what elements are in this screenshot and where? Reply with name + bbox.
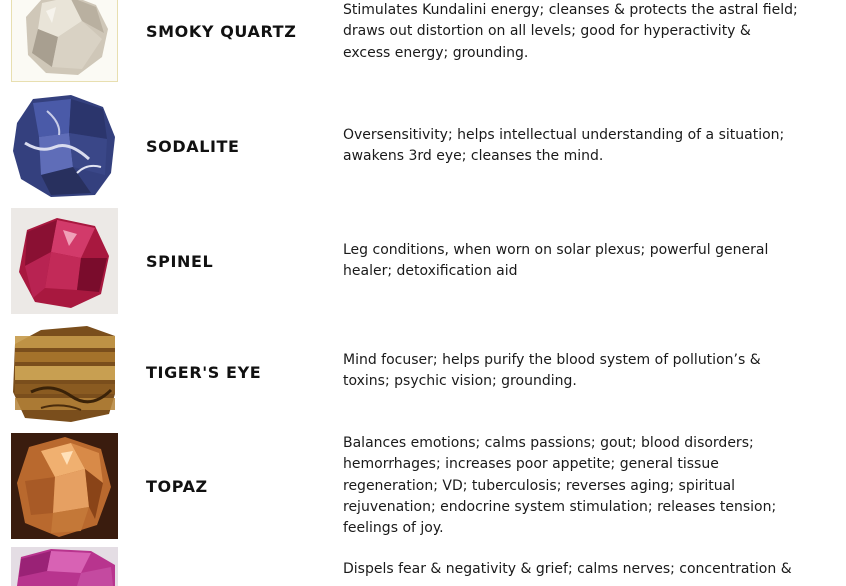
stone-description: [343, 125, 813, 168]
description-line: Dispels fear & negativity & grief; calms nerves; concentration &: [343, 561, 792, 577]
description-line: Balances emotions; calms passions; gout; blood disorders;: [343, 435, 754, 451]
stone-description: [343, 0, 813, 64]
stone-name: SMOKY QUARTZ: [146, 22, 297, 41]
description-line: healer; detoxification aid: [343, 263, 518, 280]
description-line: excess energy; grounding.: [343, 44, 529, 61]
spinel-image: [11, 208, 118, 314]
description-line: feelings of joy.: [343, 520, 444, 537]
description-line: Stimulates Kundalini energy; cleanses & protects the astral field;: [343, 2, 798, 18]
stone-description: [343, 350, 813, 393]
description-line: rejuvenation; endocrine system stimulation; releases tension;: [343, 498, 777, 515]
sodalite-image: [11, 93, 118, 199]
stone-description: [343, 433, 813, 539]
stone-name: TIGER'S EYE: [146, 363, 262, 382]
description-line: draws out distortion on all levels; good for hyperactivity &: [343, 23, 751, 40]
topaz-image: [11, 433, 118, 539]
stone-name: SODALITE: [146, 137, 240, 156]
description-line: Oversensitivity; helps intellectual understanding of a situation;: [343, 127, 785, 143]
description-line: awakens 3rd eye; cleanses the mind.: [343, 148, 604, 165]
description-line: toxins; psychic vision; grounding.: [343, 373, 577, 390]
pink-crystal-image: [11, 547, 118, 586]
description-line: hemorrhages; increases poor appetite; general tissue: [343, 456, 719, 473]
smoky-quartz-image: [11, 0, 118, 82]
stone-description: [343, 559, 813, 580]
stone-description: [343, 240, 813, 283]
description-line: regeneration; VD; tuberculosis; reverses aging; spiritual: [343, 477, 736, 494]
stone-name: TOPAZ: [146, 477, 208, 496]
tigers-eye-image: [11, 322, 118, 428]
description-line: Leg conditions, when worn on solar plexus; powerful general: [343, 242, 769, 258]
description-line: Mind focuser; helps purify the blood system of pollution’s &: [343, 352, 761, 368]
stone-name: SPINEL: [146, 252, 214, 271]
